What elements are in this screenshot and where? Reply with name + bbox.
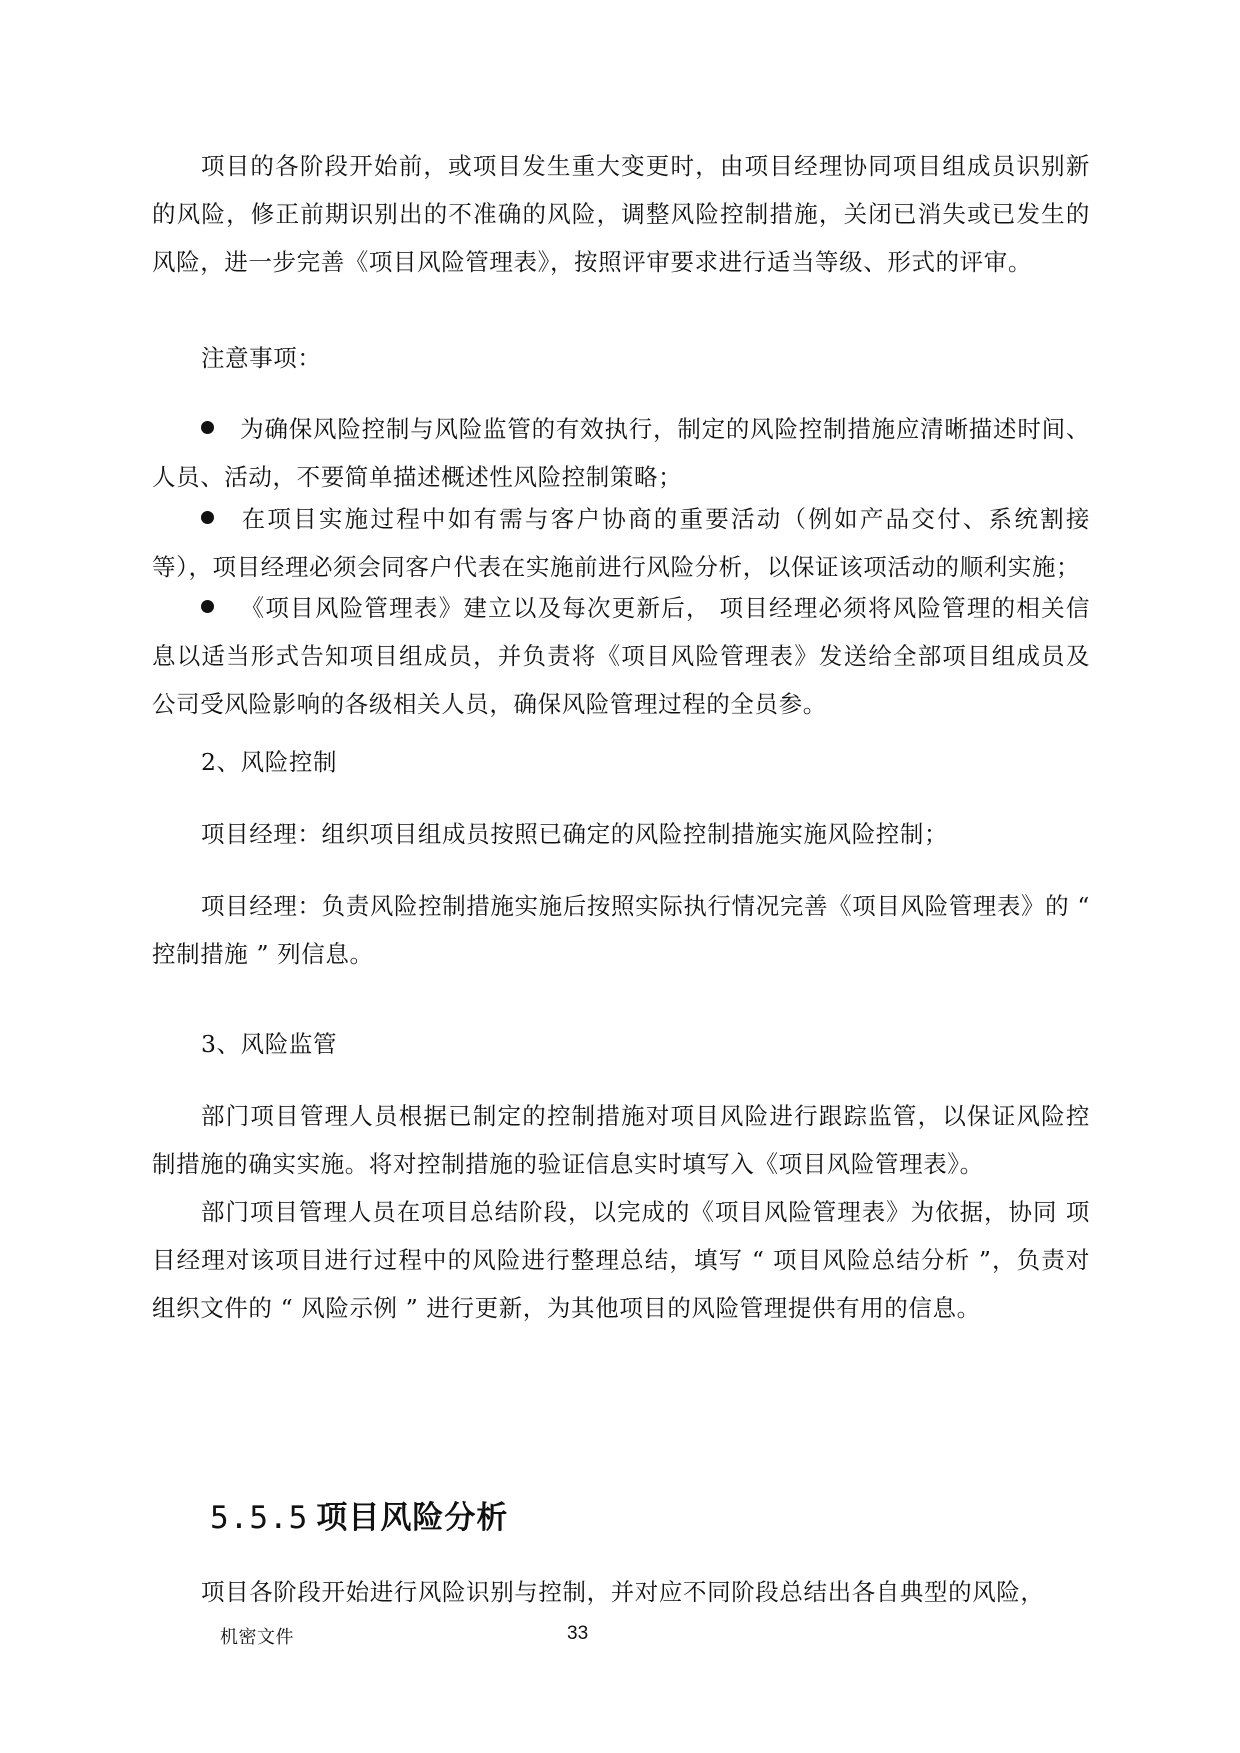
bullet-icon <box>201 511 214 524</box>
bullet-item-2 <box>152 495 1090 591</box>
footer-confidential-label: 机密文件 <box>220 1627 294 1648</box>
heading-text: 项目风险分析 <box>316 1500 509 1536</box>
bullet-text-2: 在项目实施过程中如有需与客户协商的重要活动（例如产品交付、系统割接等），项目经理必须会同客户代表在实施前进行风险分析，以保证该项活动的顺利实施； <box>152 505 1090 581</box>
section-title-risk-monitoring: 3、风险监管 <box>201 1030 338 1058</box>
paragraph-pm-update: 项目经理：负责风险控制措施实施后按照实际执行情况完善《项目风险管理表》的 “ 控制措施 ” 列信息。 <box>152 892 1090 968</box>
bullet-text-1: 为确保风险控制与风险监管的有效执行，制定的风险控制措施应清晰描述时间、人员、活动，不要简单描述概述性风险控制策略； <box>152 415 1090 491</box>
page-number: 33 <box>567 1623 589 1644</box>
bullet-item-1 <box>152 405 1090 501</box>
paragraph-stage-review: 项目的各阶段开始前，或项目发生重大变更时，由项目经理协同项目组成员识别新的风险，修正前期识别出的不准确的风险，调整风险控制措施，关闭已消失或已发生的风险，进一步完善《项目风险管理表》，按照评审要求进行适当等级、形式的评审。 <box>152 152 1090 276</box>
paragraph-summary: 部门项目管理人员在项目总结阶段，以完成的《项目风险管理表》为依据，协同 项目经理对该项目进行过程中的风险进行整理总结，填写 “ 项目风险总结分析 ”，负责对组织文件的 “ 风险示例 ” 进行更新，为其他项目的风险管理提供有用的信息。 <box>152 1198 1090 1322</box>
section-title-risk-control: 2、风险控制 <box>201 748 338 776</box>
paragraph-monitoring: 部门项目管理人员根据已制定的控制措施对项目风险进行跟踪监管，以保证风险控制措施的确实实施。将对控制措施的验证信息实时填写入《项目风险管理表》。 <box>152 1102 1090 1178</box>
section-heading <box>210 1492 508 1537</box>
notes-label: 注意事项： <box>201 344 322 372</box>
paragraph-pm-control: 项目经理：组织项目组成员按照已确定的风险控制措施实施风险控制； <box>201 820 949 848</box>
bullet-icon <box>201 421 214 434</box>
paragraph-risk-analysis: 项目各阶段开始进行风险识别与控制，并对应不同阶段总结出各自典型的风险， <box>201 1578 1045 1606</box>
bullet-item-3 <box>152 584 1090 728</box>
bullet-text-3: 《项目风险管理表》建立以及每次更新后， 项目经理必须将风险管理的相关信息以适当形式告知项目组成员，并负责将《项目风险管理表》发送给全部项目组成员及公司受风险影响的各级相关人员，确保风险管理过程的全员参。 <box>152 594 1090 718</box>
heading-number: 5.5.5 <box>210 1500 309 1536</box>
bullet-icon <box>201 600 214 613</box>
